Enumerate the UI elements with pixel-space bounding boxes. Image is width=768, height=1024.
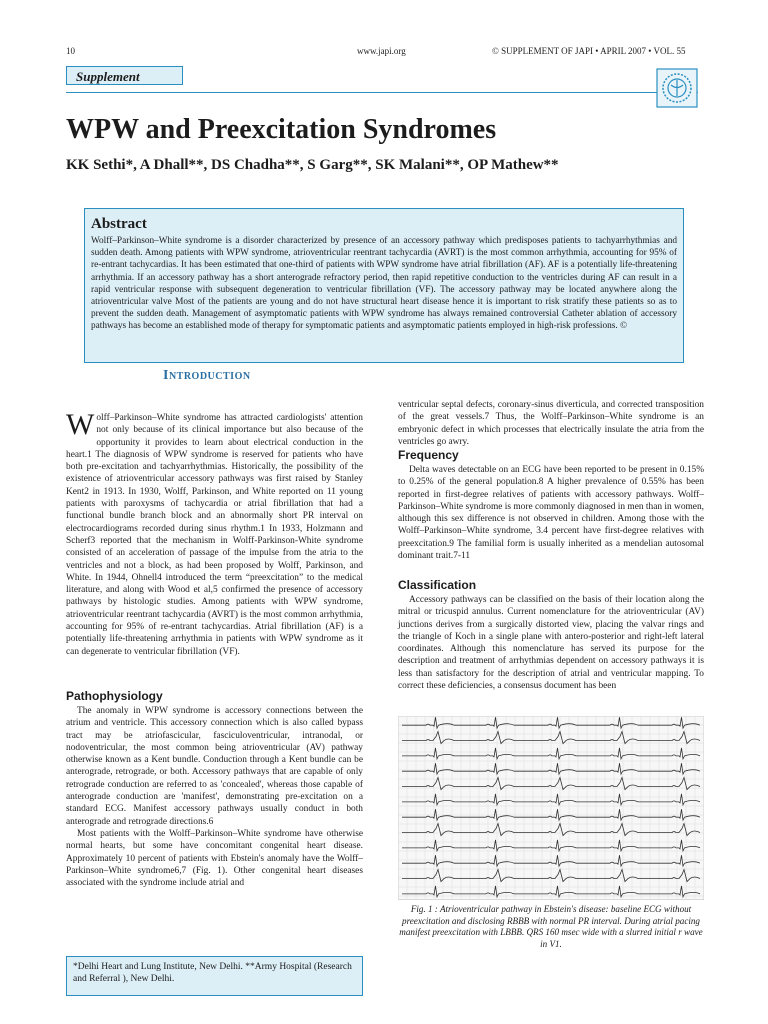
journal-logo-icon [656,68,698,108]
frequency-paragraph: Delta waves detectable on an ECG have been reported to be present in 0.15% to 0.25% of the general population.8 A higher prevalence of 0.55% has been reported in first-degree relatives of patients with accessory pathways. Wolff–Parkinson–White syndrome is more commonly diagnosed in men than in women, although this sex difference is not observed in children. Among those with the Wolff–Parkinson–White syndrome, 3.4 percent have first-degree relatives with preexcitation.9 The familial form is usually inherited as a mendelian autosomal dominant trait.7-11 [398,465,704,562]
continuation-paragraph: ventricular septal defects, coronary-sinus diverticula, and corrected transposition of the great vessels.7 Thus, the Wolff–Parkinson–White syndrome is an embryonic defect in which processes that electrically insulate the atria from the ventricles go awry. [398,400,704,447]
frequency-heading: Frequency [398,448,459,462]
intro-paragraph: olff–Parkinson–White syndrome has attracted cardiologists' attention not only because of its clinical importance but also because of the opportunity it provides to learn about electrical conduction in the heart.1 The diagnosis of WPW syndrome is reserved for patients who have both pre-excitation and tachyarrhythmias. Historically, the possibility of the existence of atrioventricular accessory pathways was first raised by Stanley Kent2 in 1913. In 1930, Wolff, Parkinson, and White reported on 11 young patients with paroxysms of tachycardia or atrial fibrillation that had a functional bundle branch block and an abnormally short PR interval on electrocardiograms recorded during sinus rhythm.1 In 1933, Holzmann and Scherf3 reported that the mechanism in Wolff-Parkinson-White syndrome consisted of an acceleration of passage of the impulse from the atria to the ventricles and not a block, as had been proposed by Wolff, Parkinson, and White. In 1944, Ohnell4 introduced the term “preexcitation” to the medical literature, and along with Wood et al,5 confirmed the presence of accessory pathways by histologic studies. Among patients with WPW syndrome, atrioventricular reentrant tachycardia (AVRT) is the most common arrhythmia, accounting for 95% of re-entrant tachycardias. Atrial fibrillation (AF) is a potentially life-threatening arrhythmia in patients with WPW syndrome as it can degenerate to ventricular fibrillation (VF). [66,413,363,657]
right-column-continuation [398,399,704,448]
abstract-text: Wolff–Parkinson–White syndrome is a disorder characterized by presence of an accessory pathway which predisposes patients to tachyarrhythmias and sudden death. Among patients with WPW syndrome, atrioventricular reentrant tachycardia (AVRT) is the most common arrhythmia, accounting for 95% of re-entrant tachycardias. It has been estimated that one-third of patients with WPW syndrome have atrial fibrillation (AF). AF is a potentially life-threatening arrhythmia. If an accessory pathway has a short anterograde refractory period, then rapid repetitive conduction to the ventricles during AF can result in a rapid ventricular response with subsequent degeneration to ventricular fibrillation (VF). The accessory pathway may be located anywhere along the atrioventricular valve Most of the patients are young and do not have structural heart disease hence it is important to risk stratify these patients so as to prevent the sudden death. Management of asymptomatic patients with WPW syndrome has always remained controversial Catheter ablation of accessory pathways has become an established mode of therapy for symptomatic patients and asymptomatic patients employed in high-risk professions. © [91,236,677,332]
patho-paragraph-1: The anomaly in WPW syndrome is accessory connections between the atrium and ventricle. This accessory connection which is also called bypass tract may be atriofascicular, fasciculoventricular, intranodal, or nodoventricular, the most common being atrioventricular (AV) pathway otherwise known as a Kent bundle. Conduction through a Kent bundle can be anterograde, retrograde, or both. Accessory pathways that are capable of only retrograde conduction are referred to as 'concealed', whereas those capable of anterograde conduction are 'manifest', demonstrating pre-excitation on a standard ECG. Manifest accessory pathways usually conduct in both anterograde and retrograde directions.6 [66,706,363,827]
classification-body [398,594,704,692]
abstract-box [84,208,684,363]
ecg-figure [398,716,704,900]
article-title: WPW and Preexcitation Syndromes [66,114,497,145]
classification-paragraph: Accessory pathways can be classified on the basis of their location along the mitral or tricuspid annulus. Current nomenclature for the atrioventricular (AV) junctions derives from a surgically distorted view, placing the valvar rings and the triangle of Koch in a single plane with antero-posterior and right-left lateral coordinates. Although this nomenclature has served its purpose for the description and treatment of arrhythmias dependent on accessory pathways it is less than satisfactory for the description of atrial and ventricular mapping. To correct these deficiencies, a consensus document has been [398,595,704,692]
abstract-heading: Abstract [91,216,147,232]
header-rule [66,92,698,93]
affiliation-box: *Delhi Heart and Lung Institute, New Delhi. **Army Hospital (Research and Referral ), New Delhi. [66,956,363,996]
pathophysiology-heading: Pathophysiology [66,689,163,703]
frequency-body [398,464,704,562]
journal-url[interactable]: www.japi.org [357,46,406,56]
classification-heading: Classification [398,578,477,592]
introduction-body [66,408,363,658]
section-tag: Supplement [66,66,183,85]
drop-cap: W [66,408,95,441]
page-number: 10 [66,46,75,56]
journal-info: © SUPPLEMENT OF JAPI • APRIL 2007 • VOL. 55 [492,46,686,56]
patho-paragraph-2: Most patients with the Wolff–Parkinson–White syndrome have otherwise normal hearts, but some have concomitant congenital heart disease. Approximately 10 percent of patients with Ebstein's anomaly have the Wolff–Parkinson–White syndrome6,7 (Fig. 1). Other congenital heart diseases associated with the syndrome include atrial and [66,828,363,889]
author-list: KK Sethi*, A Dhall**, DS Chadha**, S Garg**, SK Malani**, OP Mathew** [66,157,559,173]
introduction-heading: Introduction [163,368,251,383]
figure-caption: Fig. 1 : Atrioventricular pathway in Ebstein's disease: baseline ECG without preexcitation and disclosing RBBB with normal PR interval. During atrial pacing manifest preexcitation with LBBB. QRS 160 msec wide with a slurred initial r wave in V1. [399,904,703,949]
pathophysiology-body [66,705,363,889]
